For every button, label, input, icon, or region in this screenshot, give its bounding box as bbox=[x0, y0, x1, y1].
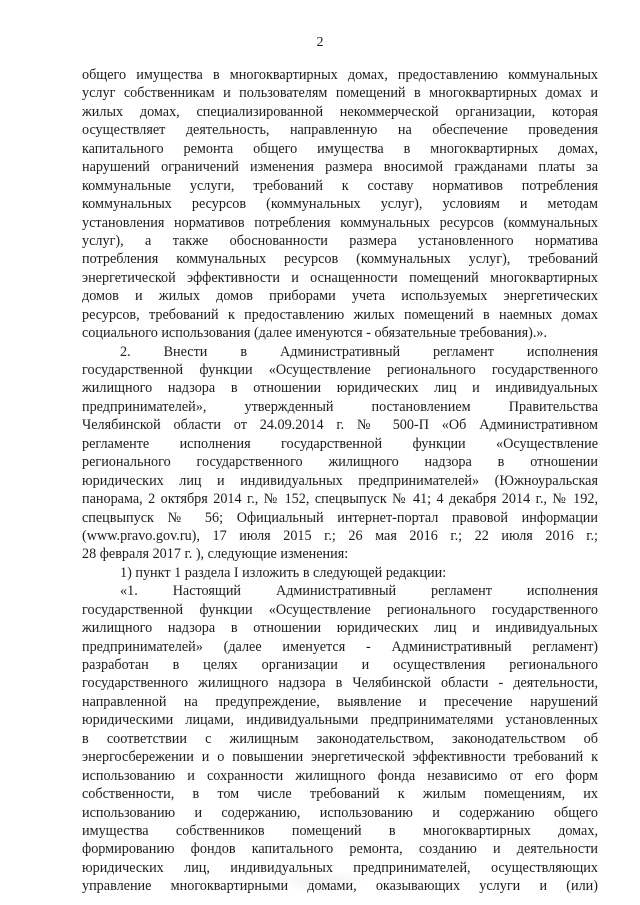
text-line: спецвыпуск № 56; Официальный интернет-портал правовой информации bbox=[82, 509, 598, 526]
text-line: установления нормативов потребления коммунальных ресурсов (коммунальных bbox=[82, 214, 598, 231]
text-line: Челябинской области от 24.09.2014 г. № 500-П «Об Административном bbox=[82, 417, 598, 434]
text-line: «1. Настоящий Административный регламент исполнения bbox=[120, 583, 598, 600]
text-line: регламенте исполнения государственной функции «Осуществление bbox=[82, 435, 598, 452]
text-line: коммунальные услуги, требований к составу нормативов потребления bbox=[82, 177, 598, 194]
text-line: коммунальных ресурсов (коммунальных услуг), условиям и методам bbox=[82, 196, 598, 213]
text-line: услуг), а также обоснованности размера установленного норматива bbox=[82, 232, 598, 249]
text-line: использованию и содержанию, использованию и содержанию общего bbox=[82, 804, 598, 821]
text-line: ресурсов, требований к предоставлению жилых помещений в наемных домах bbox=[82, 306, 598, 323]
text-line: разработан в целях организации и осуществления регионального bbox=[82, 657, 598, 673]
text-line: 1) пункт 1 раздела I изложить в следующей редакции: bbox=[120, 564, 447, 581]
text-line: 28 февраля 2017 г. ), следующие изменения: bbox=[82, 546, 349, 563]
text-line: (www.pravo.gov.ru), 17 июля 2015 г.; 26 мая 2016 г.; 22 июля 2016 г.; bbox=[82, 527, 598, 544]
text-line: в соответствии с жилищным законодательством, законодательством об bbox=[82, 730, 598, 747]
text-line: формированию фондов капитального ремонта, созданию и деятельности bbox=[82, 841, 598, 858]
text-line: нарушений ограничений изменения размера вносимой гражданами платы за bbox=[82, 159, 598, 176]
text-line: осуществляет деятельность, направленную на обеспечение проведения bbox=[82, 122, 598, 139]
text-line: жилых домах, специализированной некоммерческой организации, которая bbox=[82, 103, 598, 120]
text-line: жилищного надзора в отношении юридических лиц и индивидуальных bbox=[82, 620, 598, 637]
text-line: юридических лиц и индивидуальных предпринимателей» (Южноуральская bbox=[82, 472, 598, 489]
text-line: 2. Внести в Административный регламент исполнения bbox=[120, 343, 598, 360]
text-line: собственности, в том числе требований к жилым помещениям, их bbox=[82, 786, 598, 803]
text-line: государственного жилищного надзора в Челябинской области - деятельности, bbox=[82, 675, 598, 692]
text-line: направленной на предупреждение, выявление и пресечение нарушений bbox=[82, 693, 598, 710]
document-body-text bbox=[82, 66, 598, 896]
text-line: государственной функции «Осуществление регионального государственного bbox=[82, 601, 598, 618]
text-line: энергетической эффективности и оснащенности помещений многоквартирных bbox=[82, 269, 598, 286]
text-line: юридическими лицами, индивидуальными предпринимателями установленных bbox=[82, 712, 598, 729]
text-line: капитального ремонта общего имущества в многоквартирных домах, bbox=[82, 140, 598, 157]
page-number: 2 bbox=[316, 35, 324, 50]
text-line: имущества собственников помещений в многоквартирных домах, bbox=[82, 822, 598, 839]
text-line: предпринимателей», утвержденный постановлением Правительства bbox=[82, 398, 598, 415]
text-line: домов и жилых домов приборами учета используемых энергетических bbox=[82, 288, 598, 305]
text-line: предпринимателей» (далее именуется - Административный регламент) bbox=[82, 638, 598, 655]
text-line: регионального государственного жилищного надзора в отношении bbox=[82, 454, 598, 471]
text-line: жилищного надзора в отношении юридических лиц и индивидуальных bbox=[82, 380, 598, 397]
text-line: услуг собственникам и пользователям помещений в многоквартирных домах и bbox=[82, 85, 598, 102]
text-line: юридических лиц, индивидуальных предпринимателей, осуществляющих bbox=[82, 859, 598, 876]
text-line: управление многоквартирными домами, оказывающих услуги и (или) bbox=[82, 878, 598, 895]
scan-artifact bbox=[270, 870, 370, 892]
text-line: использованию и сохранности жилищного фонда независимо от его форм bbox=[82, 767, 598, 784]
text-line: панорама, 2 октября 2014 г., № 152, спецвыпуск № 41; 4 декабря 2014 г., № 192, bbox=[82, 491, 598, 508]
text-line: энергосбережении и о повышении энергетической эффективности требований к bbox=[82, 749, 598, 766]
text-line: социального использования (далее именуются - обязательные требования).». bbox=[82, 325, 548, 342]
text-line: государственной функции «Осуществление регионального государственного bbox=[82, 362, 598, 378]
text-line: потребления коммунальных ресурсов (коммунальных услуг), требований bbox=[82, 251, 598, 268]
text-line: общего имущества в многоквартирных домах, предоставлению коммунальных bbox=[82, 67, 598, 83]
